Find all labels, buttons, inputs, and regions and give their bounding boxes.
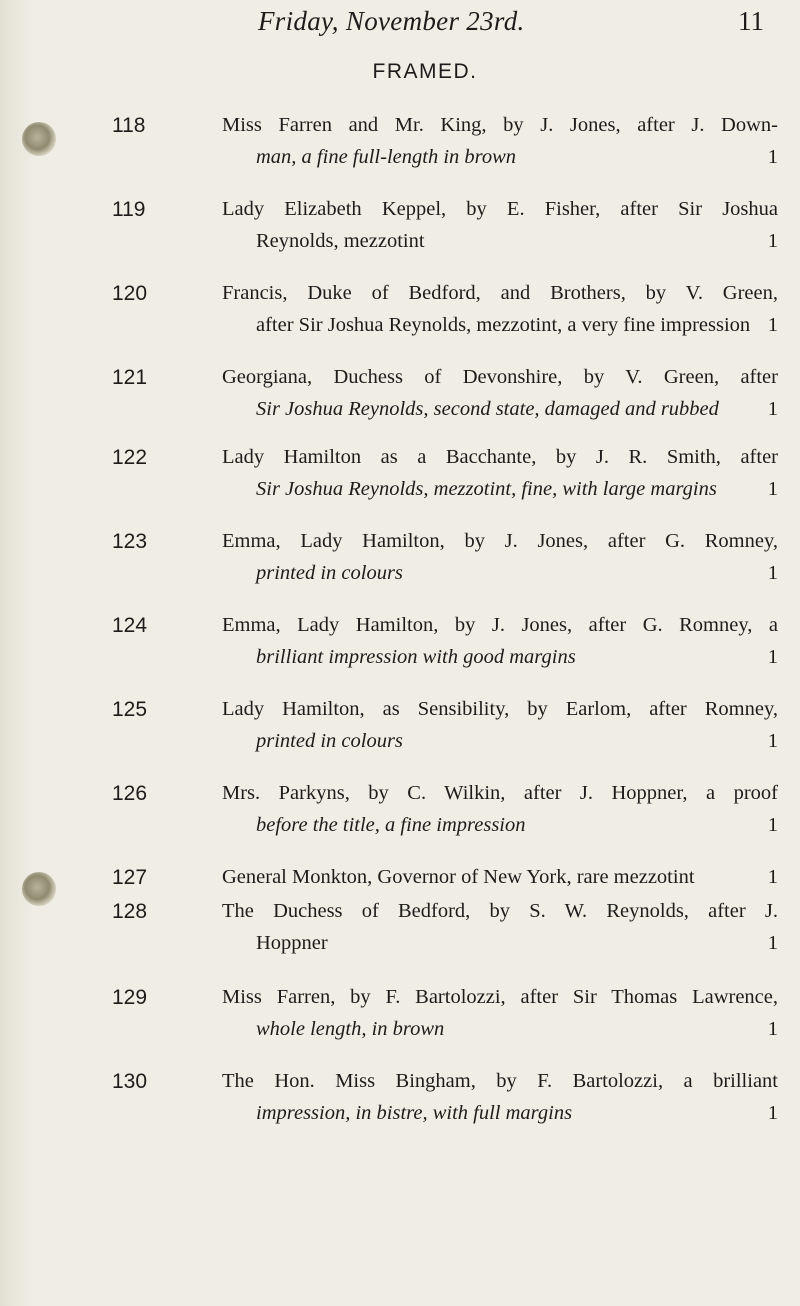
lot-number: 119: [112, 198, 146, 221]
lot-quantity: 1: [767, 478, 778, 500]
lot-entry: [0, 282, 800, 352]
lot-description-line1: Georgiana, Duchess of Devonshire, by V. Green, after: [222, 366, 778, 388]
lot-description-text: Sir Joshua Reynolds, mezzotint, fine, with large margins: [256, 478, 717, 500]
section-heading: FRAMED.: [372, 60, 478, 83]
lot-number: 127: [112, 866, 148, 889]
lot-number: 120: [112, 282, 148, 305]
lot-description-line2: [256, 398, 778, 421]
lot-description-line1: Lady Elizabeth Keppel, by E. Fisher, after Sir Joshua: [222, 198, 778, 220]
page-header-title: Friday, November 23rd.: [258, 6, 525, 36]
lot-quantity: 1: [767, 730, 778, 752]
lot-description-text: Reynolds, mezzotint: [256, 230, 425, 252]
lot-description-line2: [256, 478, 778, 501]
lot-number: 130: [112, 1070, 148, 1093]
lot-quantity: 1: [767, 932, 778, 954]
lot-description-text: Hoppner: [256, 932, 328, 954]
lot-description-line2: [256, 562, 778, 585]
lot-number: 125: [112, 698, 148, 721]
lot-description-line2: [256, 146, 778, 169]
lot-description-line2: [256, 932, 778, 955]
lot-entry: [0, 866, 800, 902]
lot-description-text: before the title, a fine impression: [256, 814, 526, 836]
lot-description-text: man, a fine full-length in brown: [256, 146, 517, 168]
lot-description-line1: Miss Farren, by F. Bartolozzi, after Sir Thomas Lawrence,: [222, 986, 778, 1008]
lot-number: 129: [112, 986, 148, 1009]
lot-quantity: 1: [767, 646, 778, 668]
lot-quantity: 1: [767, 1102, 778, 1124]
lot-description-text: printed in colours: [256, 730, 403, 752]
lot-description-text: printed in colours: [256, 562, 403, 584]
lot-quantity: 1: [767, 866, 778, 888]
lot-entry: [0, 782, 800, 852]
lot-entry: [0, 366, 800, 436]
lot-description-line1: Mrs. Parkyns, by C. Wilkin, after J. Hoppner, a proof: [222, 782, 778, 804]
page-header: [258, 4, 764, 44]
lot-description-text: after Sir Joshua Reynolds, mezzotint, a very fine impression: [256, 314, 751, 336]
lot-quantity: 1: [767, 314, 778, 336]
lot-description-line1: Emma, Lady Hamilton, by J. Jones, after G. Romney,: [222, 530, 778, 552]
lot-description-line1: The Hon. Miss Bingham, by F. Bartolozzi, a brilliant: [222, 1070, 778, 1092]
lot-description-line1: Miss Farren and Mr. King, by J. Jones, after J. Down-: [222, 114, 778, 136]
lot-entry: [0, 198, 800, 268]
lot-number: 124: [112, 614, 148, 637]
lot-description-text: whole length, in brown: [256, 1018, 445, 1040]
lot-description-line2: [256, 1018, 778, 1041]
lot-number: 122: [112, 446, 148, 469]
lot-description-line2: [256, 730, 778, 753]
lot-quantity: 1: [767, 814, 778, 836]
lot-description-line1: [222, 866, 778, 889]
lot-description-line2: [256, 814, 778, 837]
lot-description-text: General Monkton, Governor of New York, rare mezzotint: [222, 866, 695, 888]
lot-entry: [0, 114, 800, 184]
lot-entry: [0, 530, 800, 600]
lot-entry: [0, 986, 800, 1056]
lot-description-line1: Lady Hamilton as a Bacchante, by J. R. Smith, after: [222, 446, 778, 468]
lot-description-line2: [256, 314, 778, 337]
lot-description-line1: Francis, Duke of Bedford, and Brothers, by V. Green,: [222, 282, 778, 304]
lot-description-line1: Emma, Lady Hamilton, by J. Jones, after G. Romney, a: [222, 614, 778, 636]
lot-number: 128: [112, 900, 148, 923]
lot-description-text: impression, in bistre, with full margins: [256, 1102, 573, 1124]
lot-description-text: brilliant impression with good margins: [256, 646, 576, 668]
lot-entry: [0, 446, 800, 516]
lot-quantity: 1: [767, 230, 778, 252]
lot-description-text: Sir Joshua Reynolds, second state, damaged and rubbed: [256, 398, 719, 420]
lot-quantity: 1: [767, 1018, 778, 1040]
lot-entry: [0, 1070, 800, 1140]
lot-description-line2: [256, 1102, 778, 1125]
lot-quantity: 1: [767, 146, 778, 168]
lot-number: 126: [112, 782, 148, 805]
lot-entry: [0, 900, 800, 970]
lot-entry: [0, 614, 800, 684]
lot-entry: [0, 698, 800, 768]
lot-quantity: 1: [767, 562, 778, 584]
lot-description-line2: [256, 230, 778, 253]
lot-quantity: 1: [767, 398, 778, 420]
lot-number: 121: [112, 366, 148, 389]
lot-number: 118: [112, 114, 146, 137]
lot-description-line2: [256, 646, 778, 669]
lot-description-line1: The Duchess of Bedford, by S. W. Reynolds, after J.: [222, 900, 778, 922]
lot-number: 123: [112, 530, 148, 553]
lot-description-line1: Lady Hamilton, as Sensibility, by Earlom, after Romney,: [222, 698, 778, 720]
page-number: 11: [738, 6, 764, 36]
